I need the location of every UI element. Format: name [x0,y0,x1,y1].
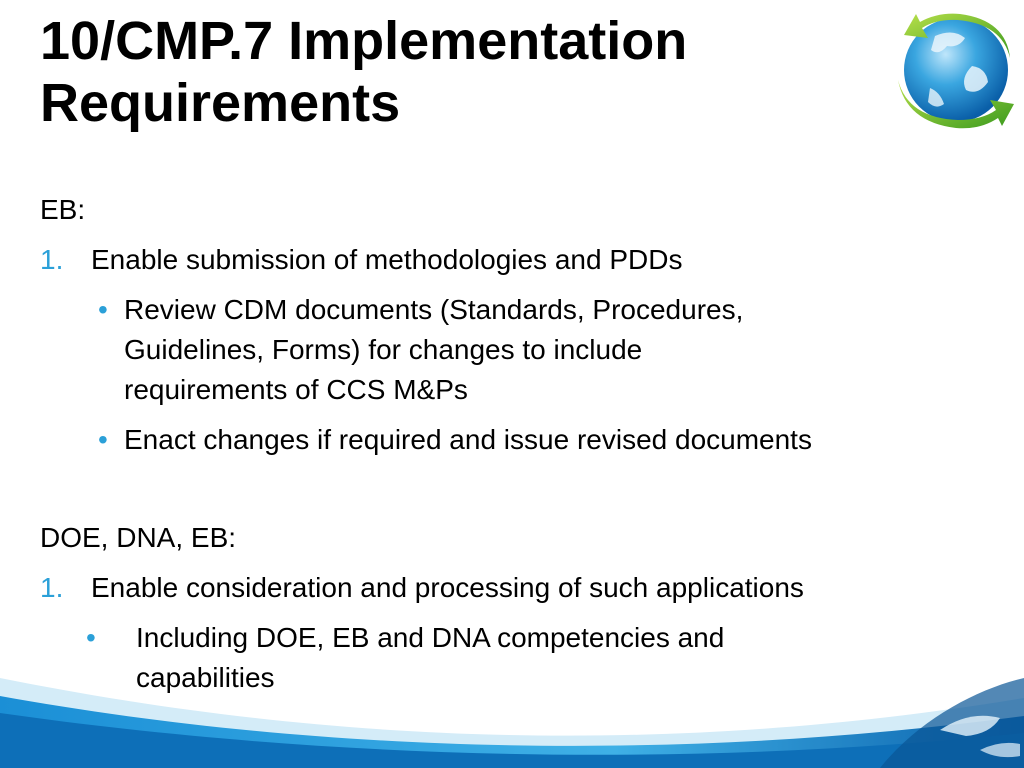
bullet-line: Enact changes if required and issue revised documents [124,424,812,455]
bullet-icon: • [98,294,108,325]
bullet-text [124,290,743,410]
slide-title [40,10,860,134]
bullet-icon: • [86,622,96,653]
bullet-line: requirements of CCS M&Ps [124,374,468,405]
item-number: 1. [40,572,64,603]
bullet-icon: • [98,424,108,455]
title-line-1: 10/CMP.7 Implementation [40,11,688,71]
item-text: Enable consideration and processing of such applications [91,572,804,603]
bullet-line: Including DOE, EB and DNA competencies and [136,622,725,653]
bullet-line: Review CDM documents (Standards, Procedures, [124,294,744,325]
item-text: Enable submission of methodologies and PDDs [91,244,683,275]
title-line-2: Requirements [40,73,401,133]
item-number: 1. [40,244,64,275]
bullet-line: Guidelines, Forms) for changes to include [124,334,643,365]
section-heading-eb: EB: [40,194,86,225]
footer-wave-decoration [0,658,1024,768]
bullet-line: capabilities [136,662,275,693]
section-heading-doe-dna-eb: DOE, DNA, EB: [40,522,237,553]
bullet-text [124,420,812,460]
globe-logo-icon [880,8,1020,133]
